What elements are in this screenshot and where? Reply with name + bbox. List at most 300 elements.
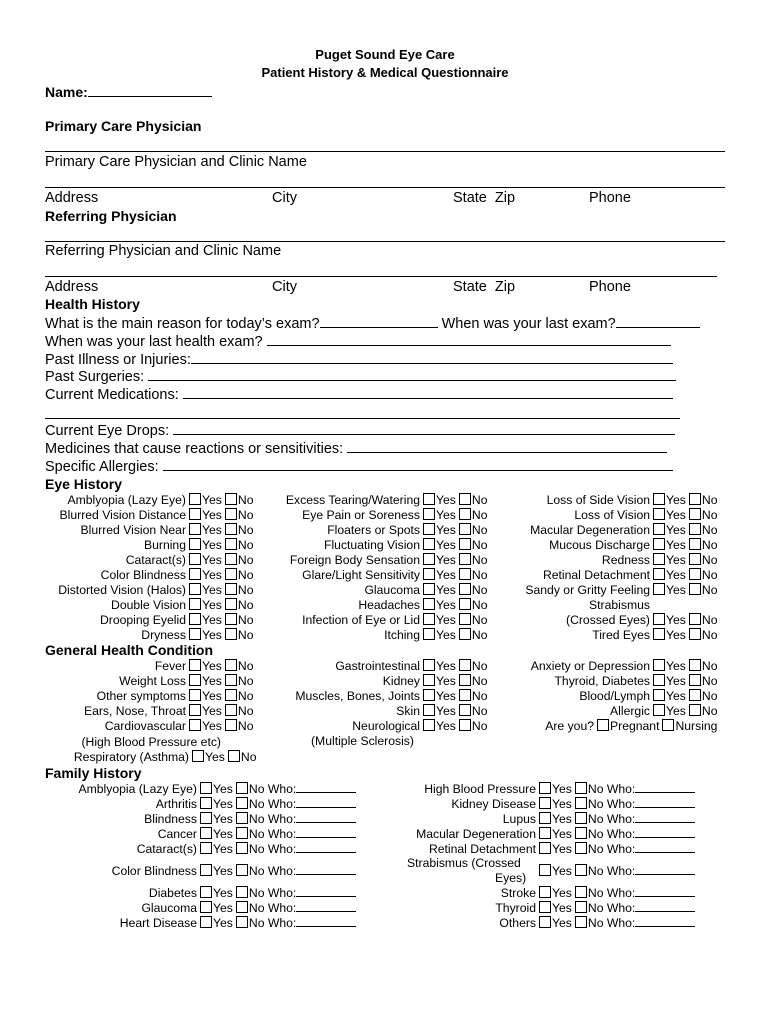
no-option[interactable] <box>228 750 257 764</box>
no-option[interactable] <box>689 628 718 642</box>
eye-history-heading: Eye History <box>45 476 123 492</box>
yes-checkbox[interactable] <box>423 674 435 686</box>
no-checkbox[interactable] <box>689 568 701 580</box>
yes-checkbox[interactable] <box>653 704 665 716</box>
primary-address-line[interactable] <box>45 187 725 188</box>
yes-checkbox[interactable] <box>423 493 435 505</box>
kidney-label: Kidney <box>382 673 420 688</box>
yes-option[interactable] <box>189 568 222 582</box>
no-label: No <box>237 522 254 537</box>
fam-col2-row-thyroid <box>340 900 698 915</box>
no-option[interactable] <box>689 583 718 597</box>
no-label: No <box>471 597 488 612</box>
no-option[interactable] <box>689 568 718 582</box>
no-checkbox[interactable] <box>689 659 701 671</box>
yes-label: Yes <box>436 658 456 673</box>
yes-label: Yes <box>436 673 456 688</box>
yes-label: Yes <box>436 552 456 567</box>
referring-city-label: City <box>272 279 297 295</box>
yes-option[interactable] <box>189 583 222 597</box>
yes-option[interactable] <box>189 613 222 627</box>
allergies-field <box>45 458 673 475</box>
last-exam-blank[interactable] <box>616 315 700 328</box>
yes-option[interactable] <box>539 797 572 811</box>
no-option[interactable] <box>689 523 718 537</box>
cardiovascular-label: Cardiovascular <box>104 718 186 733</box>
yes-label: Yes <box>666 507 686 522</box>
yes-option[interactable] <box>189 553 222 567</box>
yes-option[interactable] <box>200 812 233 826</box>
no-option[interactable] <box>689 493 718 507</box>
blindness-label: Blindness <box>144 811 197 826</box>
yes-checkbox[interactable] <box>653 553 665 565</box>
no-checkbox[interactable] <box>689 674 701 686</box>
yes-checkbox[interactable] <box>189 598 201 610</box>
no-label: No Who: <box>587 781 636 796</box>
yes-checkbox[interactable] <box>192 750 204 762</box>
allergies-blank[interactable] <box>163 458 673 471</box>
yes-checkbox[interactable] <box>423 689 435 701</box>
medications-blank[interactable] <box>183 386 673 399</box>
yes-checkbox[interactable] <box>539 812 551 824</box>
no-checkbox[interactable] <box>575 797 587 809</box>
yes-option[interactable] <box>539 886 572 900</box>
yes-option[interactable] <box>189 704 222 718</box>
no-label: No Who: <box>248 900 297 915</box>
no-checkbox[interactable] <box>689 523 701 535</box>
yes-label: Yes <box>666 582 686 597</box>
yes-checkbox[interactable] <box>200 916 212 928</box>
no-checkbox[interactable] <box>689 704 701 716</box>
yes-checkbox[interactable] <box>189 689 201 701</box>
yes-option[interactable] <box>189 538 222 552</box>
yes-checkbox[interactable] <box>423 704 435 716</box>
no-option[interactable] <box>236 812 356 826</box>
yes-label: Yes <box>666 703 686 718</box>
amblyopia-lazy-eye-label: Amblyopia (Lazy Eye) <box>78 781 197 796</box>
yes-option[interactable] <box>200 797 233 811</box>
yes-checkbox[interactable] <box>423 538 435 550</box>
yes-checkbox[interactable] <box>200 782 212 794</box>
yes-option[interactable] <box>539 782 572 796</box>
others-label: Others <box>499 915 536 930</box>
gen-col1-row-fever <box>0 658 256 673</box>
no-label: No Who: <box>248 841 297 856</box>
macular-degeneration-label: Macular Degeneration <box>530 522 650 537</box>
yes-option[interactable] <box>189 508 222 522</box>
no-checkbox[interactable] <box>689 689 701 701</box>
no-label: No Who: <box>587 841 636 856</box>
yes-checkbox[interactable] <box>423 659 435 671</box>
yes-option[interactable] <box>192 750 225 764</box>
referring-clinic-line[interactable] <box>45 241 725 242</box>
no-option[interactable] <box>236 842 356 856</box>
nursing-label: Nursing <box>675 718 718 733</box>
no-checkbox[interactable] <box>236 782 248 794</box>
thyroid-label: Thyroid <box>495 900 536 915</box>
pregnant-option[interactable] <box>597 719 659 733</box>
eye-col1-row-double-vision <box>0 597 256 612</box>
yes-checkbox[interactable] <box>189 704 201 716</box>
yes-checkbox[interactable] <box>539 864 551 876</box>
yes-checkbox[interactable] <box>539 901 551 913</box>
blood-lymph-label: Blood/Lymph <box>579 688 650 703</box>
referring-address-line[interactable] <box>45 276 717 277</box>
no-checkbox[interactable] <box>575 842 587 854</box>
no-option[interactable] <box>689 508 718 522</box>
yes-checkbox[interactable] <box>423 523 435 535</box>
yes-label: Yes <box>552 863 572 878</box>
yes-option[interactable] <box>200 901 233 915</box>
nursing-option[interactable] <box>662 719 717 733</box>
yes-checkbox[interactable] <box>200 812 212 824</box>
no-checkbox[interactable] <box>689 613 701 625</box>
name-field[interactable] <box>45 84 212 100</box>
no-checkbox[interactable] <box>236 864 248 876</box>
pregnant-checkbox[interactable] <box>597 719 609 731</box>
fam-col1-row-cataract-s <box>0 841 359 856</box>
yes-checkbox[interactable] <box>423 553 435 565</box>
strabismus-label: Strabismus <box>589 597 650 612</box>
yes-label: Yes <box>202 597 222 612</box>
no-label: No Who: <box>248 796 297 811</box>
lupus-label: Lupus <box>502 811 536 826</box>
yes-option[interactable] <box>653 704 686 718</box>
medications-extra-line[interactable] <box>45 418 680 419</box>
yes-label: Yes <box>213 781 233 796</box>
no-checkbox[interactable] <box>236 886 248 898</box>
no-checkbox[interactable] <box>689 553 701 565</box>
color-blindness-label: Color Blindness <box>100 567 186 582</box>
yes-checkbox[interactable] <box>653 538 665 550</box>
yes-option[interactable] <box>200 886 233 900</box>
yes-checkbox[interactable] <box>653 659 665 671</box>
gen-col1-row-weight-loss <box>0 673 256 688</box>
yes-option[interactable] <box>200 842 233 856</box>
yes-checkbox[interactable] <box>653 508 665 520</box>
eye-col3-row-loss-of-side-vision <box>450 492 720 507</box>
yes-checkbox[interactable] <box>653 689 665 701</box>
yes-checkbox[interactable] <box>539 886 551 898</box>
yes-checkbox[interactable] <box>423 719 435 731</box>
no-checkbox[interactable] <box>575 827 587 839</box>
retinal-detachment-label: Retinal Detachment <box>428 841 536 856</box>
yes-option[interactable] <box>200 916 233 930</box>
no-label: No <box>701 673 718 688</box>
primary-heading: Primary Care Physician <box>45 118 202 134</box>
yes-checkbox[interactable] <box>539 827 551 839</box>
no-option[interactable] <box>689 553 718 567</box>
surgeries-field <box>45 368 676 385</box>
thyroid-diabetes-label: Thyroid, Diabetes <box>554 673 650 688</box>
no-option[interactable] <box>689 674 718 688</box>
yes-option[interactable] <box>189 493 222 507</box>
yes-checkbox[interactable] <box>539 797 551 809</box>
no-checkbox[interactable] <box>236 901 248 913</box>
no-option[interactable] <box>236 864 356 878</box>
no-label: No <box>701 552 718 567</box>
yes-option[interactable] <box>189 598 222 612</box>
no-label: No <box>237 537 254 552</box>
skin-label: Skin <box>396 703 420 718</box>
yes-checkbox[interactable] <box>653 583 665 595</box>
yes-checkbox[interactable] <box>423 568 435 580</box>
who-blank[interactable] <box>635 902 695 912</box>
yes-option[interactable] <box>539 864 572 878</box>
yes-option[interactable] <box>653 538 686 552</box>
who-blank[interactable] <box>635 783 695 793</box>
no-checkbox[interactable] <box>575 864 587 876</box>
reactions-blank[interactable] <box>347 440 667 453</box>
yes-checkbox[interactable] <box>189 553 201 565</box>
no-checkbox[interactable] <box>575 782 587 794</box>
no-option[interactable] <box>236 916 356 930</box>
eye-row-strabismus <box>450 612 720 627</box>
yes-checkbox[interactable] <box>200 797 212 809</box>
fam-col1-row-diabetes <box>0 885 359 900</box>
nursing-checkbox[interactable] <box>662 719 674 731</box>
no-option[interactable] <box>236 797 356 811</box>
yes-checkbox[interactable] <box>200 864 212 876</box>
pregnant-label: Pregnant <box>610 718 660 733</box>
clinic-name: Puget Sound Eye Care <box>315 47 455 62</box>
fam-col1-row-arthritis <box>0 796 359 811</box>
eye-col3-row-mucous-discharge <box>450 537 720 552</box>
yes-checkbox[interactable] <box>423 628 435 640</box>
yes-option[interactable] <box>200 864 233 878</box>
no-checkbox[interactable] <box>575 886 587 898</box>
strabismus-line1 <box>450 597 750 612</box>
yes-checkbox[interactable] <box>539 782 551 794</box>
respiratory-label: Respiratory (Asthma) <box>73 749 189 764</box>
family-heading: Family History <box>45 765 142 781</box>
yes-checkbox[interactable] <box>200 842 212 854</box>
no-option[interactable] <box>689 689 718 703</box>
who-blank[interactable] <box>635 917 695 927</box>
who-blank[interactable] <box>635 798 695 808</box>
no-option[interactable] <box>575 782 695 796</box>
other-symptoms-label: Other symptoms <box>96 688 186 703</box>
no-checkbox[interactable] <box>689 493 701 505</box>
eye-drops-blank[interactable] <box>173 422 675 435</box>
no-checkbox[interactable] <box>228 750 240 762</box>
no-label: No Who: <box>587 915 636 930</box>
fam-col2-row-stroke <box>340 885 698 900</box>
yes-option[interactable] <box>653 689 686 703</box>
no-checkbox[interactable] <box>689 583 701 595</box>
yes-checkbox[interactable] <box>189 613 201 625</box>
yes-option[interactable] <box>200 782 233 796</box>
reason-blank[interactable] <box>320 315 438 328</box>
yes-option[interactable] <box>189 719 222 733</box>
last-health-blank[interactable] <box>267 333 671 346</box>
yes-option[interactable] <box>200 827 233 841</box>
yes-option[interactable] <box>539 916 572 930</box>
yes-checkbox[interactable] <box>189 674 201 686</box>
yes-option[interactable] <box>189 674 222 688</box>
cataract-s-label: Cataract(s) <box>125 552 186 567</box>
yes-option[interactable] <box>653 523 686 537</box>
yes-checkbox[interactable] <box>653 674 665 686</box>
no-option[interactable] <box>236 782 356 796</box>
no-checkbox[interactable] <box>689 508 701 520</box>
no-checkbox[interactable] <box>236 916 248 928</box>
yes-label: Yes <box>202 703 222 718</box>
ms-note: (Multiple Sclerosis) <box>311 734 414 748</box>
no-option[interactable] <box>236 827 356 841</box>
gen-col3-row-blood-lymph <box>450 688 720 703</box>
no-option[interactable] <box>236 886 356 900</box>
no-label: No <box>471 673 488 688</box>
no-option[interactable] <box>575 797 695 811</box>
no-option[interactable] <box>575 842 695 856</box>
gen-col3-row-allergic <box>450 703 720 718</box>
no-option[interactable] <box>689 704 718 718</box>
primary-clinic-line[interactable] <box>45 151 725 152</box>
form-title: Patient History & Medical Questionnaire <box>261 65 509 80</box>
no-option[interactable] <box>236 901 356 915</box>
yes-checkbox[interactable] <box>189 523 201 535</box>
glaucoma-label: Glaucoma <box>364 582 420 597</box>
no-option[interactable] <box>575 864 695 878</box>
no-option[interactable] <box>575 901 695 915</box>
name-blank[interactable] <box>88 84 212 97</box>
no-checkbox[interactable] <box>689 538 701 550</box>
yes-option[interactable] <box>539 812 572 826</box>
yes-checkbox[interactable] <box>189 583 201 595</box>
yes-option[interactable] <box>189 689 222 703</box>
yes-checkbox[interactable] <box>189 568 201 580</box>
yes-checkbox[interactable] <box>423 598 435 610</box>
yes-label: Yes <box>436 522 456 537</box>
no-option[interactable] <box>575 886 695 900</box>
no-label: No <box>471 552 488 567</box>
eye-col3-row-redness <box>450 552 720 567</box>
no-checkbox[interactable] <box>575 916 587 928</box>
yes-option[interactable] <box>539 827 572 841</box>
no-checkbox[interactable] <box>236 842 248 854</box>
yes-option[interactable] <box>189 659 222 673</box>
yes-label: Yes <box>205 749 225 764</box>
yes-option[interactable] <box>653 659 686 673</box>
yes-option[interactable] <box>189 628 222 642</box>
surgeries-blank[interactable] <box>148 368 676 381</box>
yes-label: Yes <box>213 863 233 878</box>
yes-option[interactable] <box>653 674 686 688</box>
yes-checkbox[interactable] <box>539 842 551 854</box>
yes-option[interactable] <box>653 553 686 567</box>
yes-label: Yes <box>666 552 686 567</box>
yes-checkbox[interactable] <box>200 886 212 898</box>
who-blank[interactable] <box>635 865 695 875</box>
who-blank[interactable] <box>635 887 695 897</box>
yes-label: Yes <box>436 582 456 597</box>
yes-checkbox[interactable] <box>189 628 201 640</box>
yes-label: Yes <box>666 658 686 673</box>
no-checkbox[interactable] <box>236 797 248 809</box>
primary-city-label: City <box>272 190 297 206</box>
no-option[interactable] <box>689 538 718 552</box>
yes-checkbox[interactable] <box>189 493 201 505</box>
yes-label: Yes <box>552 826 572 841</box>
yes-option[interactable] <box>539 842 572 856</box>
fever-label: Fever <box>154 658 186 673</box>
who-blank[interactable] <box>635 843 695 853</box>
no-option[interactable] <box>575 916 695 930</box>
yes-option[interactable] <box>189 523 222 537</box>
yes-label: Yes <box>436 567 456 582</box>
yes-checkbox[interactable] <box>653 568 665 580</box>
yes-option[interactable] <box>653 493 686 507</box>
no-checkbox[interactable] <box>575 901 587 913</box>
eye-col1-row-cataract-s <box>0 552 256 567</box>
medications-field <box>45 386 673 403</box>
yes-checkbox[interactable] <box>423 508 435 520</box>
yes-checkbox[interactable] <box>189 538 201 550</box>
no-checkbox[interactable] <box>575 812 587 824</box>
yes-checkbox[interactable] <box>653 628 665 640</box>
no-label: No Who: <box>248 811 297 826</box>
glaucoma-label: Glaucoma <box>141 900 197 915</box>
yes-checkbox[interactable] <box>189 719 201 731</box>
no-option[interactable] <box>689 659 718 673</box>
no-label: No Who: <box>248 826 297 841</box>
anxiety-or-depression-label: Anxiety or Depression <box>530 658 650 673</box>
yes-checkbox[interactable] <box>653 613 665 625</box>
yes-checkbox[interactable] <box>189 659 201 671</box>
strabismus-family-label: Strabismus (Crossed <box>407 856 521 870</box>
yes-label: Yes <box>552 885 572 900</box>
yes-label: Yes <box>666 567 686 582</box>
no-checkbox[interactable] <box>236 827 248 839</box>
yes-checkbox[interactable] <box>200 827 212 839</box>
yes-option[interactable] <box>653 583 686 597</box>
loss-of-vision-label: Loss of Vision <box>574 507 650 522</box>
yes-option[interactable] <box>653 613 686 627</box>
yes-checkbox[interactable] <box>423 613 435 625</box>
primary-phone-label: Phone <box>589 190 631 206</box>
yes-checkbox[interactable] <box>539 916 551 928</box>
who-blank[interactable] <box>635 813 695 823</box>
no-checkbox[interactable] <box>689 628 701 640</box>
no-checkbox[interactable] <box>236 812 248 824</box>
yes-checkbox[interactable] <box>200 901 212 913</box>
no-option[interactable] <box>575 812 695 826</box>
yes-checkbox[interactable] <box>653 523 665 535</box>
yes-checkbox[interactable] <box>189 508 201 520</box>
yes-label: Yes <box>666 627 686 642</box>
illness-blank[interactable] <box>191 351 673 364</box>
yes-option[interactable] <box>653 568 686 582</box>
yes-label: Yes <box>202 718 222 733</box>
yes-option[interactable] <box>539 901 572 915</box>
no-option[interactable] <box>689 613 718 627</box>
general-row-are-you <box>450 718 720 733</box>
no-label: No <box>471 567 488 582</box>
who-blank[interactable] <box>635 828 695 838</box>
yes-option[interactable] <box>653 628 686 642</box>
yes-label: Yes <box>436 627 456 642</box>
strabismus-crossed-label: (Crossed Eyes) <box>566 612 650 627</box>
fam-col2-row-kidney-disease <box>340 796 698 811</box>
yes-checkbox[interactable] <box>423 583 435 595</box>
yes-label: Yes <box>202 582 222 597</box>
yes-checkbox[interactable] <box>653 493 665 505</box>
stroke-label: Stroke <box>500 885 536 900</box>
no-option[interactable] <box>575 827 695 841</box>
yes-option[interactable] <box>653 508 686 522</box>
yes-label: Yes <box>213 811 233 826</box>
